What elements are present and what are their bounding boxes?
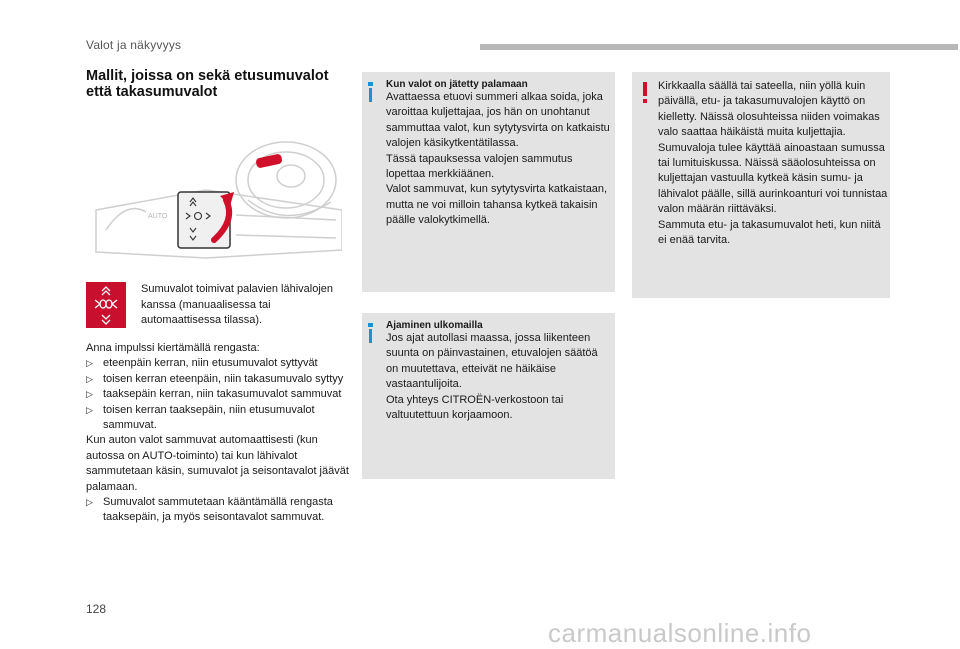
section-header: Valot ja näkyvyys	[86, 38, 182, 52]
warning-text: Kirkkaalla säällä tai sateella, niin yöllä kuin päivällä, etu- ja takasumuvalojen käyttö on kielletty. Näissä olosuhteissa niiden voimakas valo saattaa häikäistä muita kuljettajia. Sumuvaloja tulee käyttää ainoastaan sumussa tai lumituiskussa. Näissä sääolosuhteissa on kuljettajan vastuulla kytkeä käsin sumu- ja lähivalot päälle, sillä aurinkoanturi voi tunnistaa valon määrän riittäväksi. Sammuta etu- ja takasumuvalot heti, kun niitä ei enää tarvita.	[658, 80, 888, 247]
list-item: ▷ taaksepäin kerran, niin takasumuvalot sammuvat	[86, 387, 356, 402]
page-number: 128	[86, 602, 107, 616]
list-item: ▷ toisen kerran eteenpäin, niin takasumuvalo syttyy	[86, 372, 356, 387]
fog-lights-icon	[86, 282, 126, 328]
instructions-column	[86, 341, 356, 526]
info-icon-stem	[369, 329, 372, 343]
info-icon	[368, 323, 373, 327]
watermark: carmanualsonline.info	[548, 618, 812, 648]
info-box-lights-left-on	[362, 72, 615, 292]
warning-icon	[643, 82, 647, 96]
stalk-auto-label: AUTO	[148, 213, 168, 220]
list-item: ▷ eteenpäin kerran, niin etusumuvalot syttyvät	[86, 356, 356, 371]
page-title: Mallit, joissa on sekä etusumuvalot että takasumuvalot	[86, 68, 329, 100]
info-box-text: Avattaessa etuovi summeri alkaa soida, joka varoittaa kuljettajaa, jos hän on unohtanut sammuttaa valot, kun sytytysvirta on katkaistu valojen käsikytkentätilassa. Tässä tapauksessa valojen sammutus lopettaa merkkiäänen. Valot sammuvat, kun sytytysvirta katkaistaan, mutta ne voi milloin tahansa kytkeä takaisin päälle valokytkimellä.	[386, 91, 610, 227]
info-icon	[368, 82, 373, 86]
info-box-text: Jos ajat autollasi maassa, jossa liikenteen suunta on päinvastainen, etuvalojen säätöä on muutettava, etteivät ne häikäise vastaantulijoita. Ota yhteys CITROËN-verkostoon tai valtuutettuun korjaamoon.	[386, 332, 598, 422]
list-item: ▷ toisen kerran taaksepäin, niin etusumuvalot sammuvat.	[86, 403, 356, 434]
header-rule	[480, 44, 958, 50]
warning-icon-dot	[643, 99, 647, 103]
info-box-title: Kun valot on jätetty palamaan	[386, 79, 528, 90]
info-icon-stem	[369, 88, 372, 102]
info-box-title: Ajaminen ulkomailla	[386, 320, 483, 331]
warning-box-fog-lights	[632, 72, 890, 298]
auto-off-paragraph: Kun auton valot sammuvat automaattisesti (kun autossa on AUTO-toiminto) tai kun lähivalot sammutetaan käsin, sumuvalot ja seisontavalot jäävät palamaan.	[86, 434, 349, 493]
fog-lights-description: Sumuvalot toimivat palavien lähivalojen kanssa (manuaalisessa tai automaattisessa tilassa).	[141, 283, 333, 326]
instructions-intro: Anna impulssi kiertämällä rengasta:	[86, 342, 260, 354]
list-item: ▷ Sumuvalot sammutetaan kääntämällä rengasta taaksepäin, ja myös seisontavalot sammuvat.	[86, 495, 356, 526]
info-box-driving-abroad	[362, 313, 615, 479]
fog-light-stalk-illustration	[86, 140, 342, 275]
